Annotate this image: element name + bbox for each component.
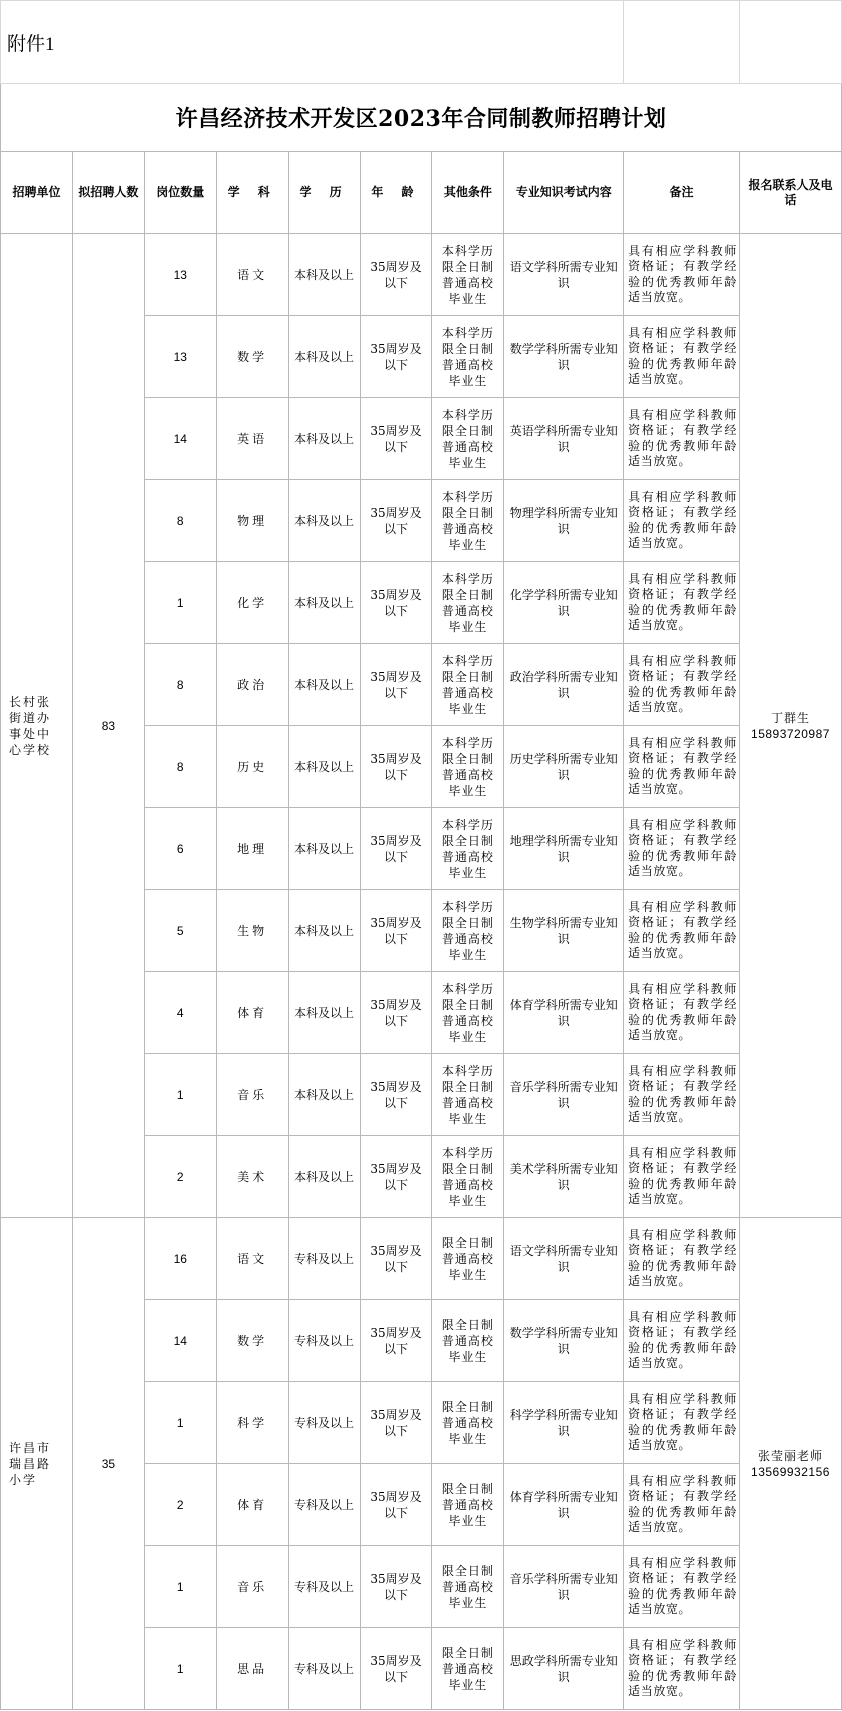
remarks-cell: 具有相应学科教师资格证；有教学经验的优秀教师年龄适当放宽。 [624, 644, 740, 726]
other-conditions-cell: 本科学历限全日制普通高校毕业生 [432, 398, 504, 480]
contact-name: 张莹丽老师 [757, 1448, 823, 1463]
age-cell: 35周岁及以下 [360, 808, 432, 890]
subject-cell: 语文 [216, 234, 288, 316]
subject-cell: 语文 [216, 1218, 288, 1300]
header-row [1, 152, 842, 234]
exam-content-cell: 英语学科所需专业知识 [504, 398, 624, 480]
position-count: 8 [144, 644, 216, 726]
page-title: 许昌经济技术开发区2023年合同制教师招聘计划 [1, 84, 842, 152]
age-cell: 35周岁及以下 [360, 480, 432, 562]
exam-content-cell: 语文学科所需专业知识 [504, 234, 624, 316]
age-cell: 35周岁及以下 [360, 890, 432, 972]
planned-count: 83 [72, 234, 144, 1218]
table-body [1, 1, 842, 1710]
attachment-row [1, 1, 842, 84]
position-count: 1 [144, 1546, 216, 1628]
exam-content-cell: 政治学科所需专业知识 [504, 644, 624, 726]
exam-content-cell: 地理学科所需专业知识 [504, 808, 624, 890]
subject-cell: 英语 [216, 398, 288, 480]
age-cell: 35周岁及以下 [360, 1136, 432, 1218]
age-cell: 35周岁及以下 [360, 972, 432, 1054]
age-cell: 35周岁及以下 [360, 1218, 432, 1300]
blank-cell [624, 1, 740, 84]
subject-cell: 美术 [216, 1136, 288, 1218]
remarks-cell: 具有相应学科教师资格证；有教学经验的优秀教师年龄适当放宽。 [624, 316, 740, 398]
age-cell: 35周岁及以下 [360, 234, 432, 316]
position-count: 14 [144, 398, 216, 480]
age-cell: 35周岁及以下 [360, 316, 432, 398]
position-count: 1 [144, 562, 216, 644]
table-row [1, 234, 842, 316]
other-conditions-cell: 限全日制普通高校毕业生 [432, 1382, 504, 1464]
education-cell: 专科及以上 [288, 1218, 360, 1300]
remarks-cell: 具有相应学科教师资格证；有教学经验的优秀教师年龄适当放宽。 [624, 1136, 740, 1218]
other-conditions-cell: 限全日制普通高校毕业生 [432, 1546, 504, 1628]
education-cell: 本科及以上 [288, 890, 360, 972]
subject-cell: 思品 [216, 1628, 288, 1710]
remarks-cell: 具有相应学科教师资格证；有教学经验的优秀教师年龄适当放宽。 [624, 1546, 740, 1628]
education-cell: 专科及以上 [288, 1382, 360, 1464]
exam-content-cell: 数学学科所需专业知识 [504, 316, 624, 398]
position-count: 2 [144, 1136, 216, 1218]
education-cell: 本科及以上 [288, 562, 360, 644]
header-unit: 招聘单位 [1, 152, 73, 234]
position-count: 16 [144, 1218, 216, 1300]
contact-cell [739, 1218, 841, 1710]
subject-cell: 生物 [216, 890, 288, 972]
exam-content-cell: 语文学科所需专业知识 [504, 1218, 624, 1300]
other-conditions-cell: 本科学历限全日制普通高校毕业生 [432, 316, 504, 398]
age-cell: 35周岁及以下 [360, 1464, 432, 1546]
age-cell: 35周岁及以下 [360, 1628, 432, 1710]
subject-cell: 数学 [216, 1300, 288, 1382]
other-conditions-cell: 本科学历限全日制普通高校毕业生 [432, 1136, 504, 1218]
position-count: 1 [144, 1054, 216, 1136]
education-cell: 本科及以上 [288, 1136, 360, 1218]
subject-cell: 音乐 [216, 1546, 288, 1628]
age-cell: 35周岁及以下 [360, 1054, 432, 1136]
blank-cell [739, 1, 841, 84]
education-cell: 本科及以上 [288, 234, 360, 316]
education-cell: 本科及以上 [288, 398, 360, 480]
other-conditions-cell: 本科学历限全日制普通高校毕业生 [432, 1054, 504, 1136]
header-planned: 拟招聘人数 [72, 152, 144, 234]
remarks-cell: 具有相应学科教师资格证；有教学经验的优秀教师年龄适当放宽。 [624, 808, 740, 890]
exam-content-cell: 体育学科所需专业知识 [504, 972, 624, 1054]
remarks-cell: 具有相应学科教师资格证；有教学经验的优秀教师年龄适当放宽。 [624, 562, 740, 644]
education-cell: 本科及以上 [288, 972, 360, 1054]
subject-cell: 化学 [216, 562, 288, 644]
exam-content-cell: 生物学科所需专业知识 [504, 890, 624, 972]
subject-cell: 科学 [216, 1382, 288, 1464]
subject-cell: 历史 [216, 726, 288, 808]
remarks-cell: 具有相应学科教师资格证；有教学经验的优秀教师年龄适当放宽。 [624, 1464, 740, 1546]
other-conditions-cell: 本科学历限全日制普通高校毕业生 [432, 890, 504, 972]
header-other: 其他条件 [432, 152, 504, 234]
exam-content-cell: 历史学科所需专业知识 [504, 726, 624, 808]
other-conditions-cell: 限全日制普通高校毕业生 [432, 1300, 504, 1382]
header-subject: 学 科 [216, 152, 288, 234]
age-cell: 35周岁及以下 [360, 1382, 432, 1464]
recruiting-unit: 长村张街道办事处中心学校 [1, 234, 73, 1218]
remarks-cell: 具有相应学科教师资格证；有教学经验的优秀教师年龄适当放宽。 [624, 972, 740, 1054]
position-count: 6 [144, 808, 216, 890]
exam-content-cell: 化学学科所需专业知识 [504, 562, 624, 644]
contact-phone: 13569932156 [751, 1464, 830, 1479]
header-education: 学 历 [288, 152, 360, 234]
recruiting-unit: 许昌市瑞昌路小学 [1, 1218, 73, 1710]
education-cell: 专科及以上 [288, 1300, 360, 1382]
position-count: 8 [144, 726, 216, 808]
other-conditions-cell: 本科学历限全日制普通高校毕业生 [432, 808, 504, 890]
remarks-cell: 具有相应学科教师资格证；有教学经验的优秀教师年龄适当放宽。 [624, 890, 740, 972]
other-conditions-cell: 限全日制普通高校毕业生 [432, 1218, 504, 1300]
other-conditions-cell: 本科学历限全日制普通高校毕业生 [432, 644, 504, 726]
education-cell: 本科及以上 [288, 480, 360, 562]
attachment-label: 附件1 [1, 1, 624, 84]
remarks-cell: 具有相应学科教师资格证；有教学经验的优秀教师年龄适当放宽。 [624, 1300, 740, 1382]
education-cell: 本科及以上 [288, 1054, 360, 1136]
table-row [1, 1218, 842, 1300]
remarks-cell: 具有相应学科教师资格证；有教学经验的优秀教师年龄适当放宽。 [624, 1628, 740, 1710]
position-count: 13 [144, 316, 216, 398]
remarks-cell: 具有相应学科教师资格证；有教学经验的优秀教师年龄适当放宽。 [624, 234, 740, 316]
position-count: 8 [144, 480, 216, 562]
age-cell: 35周岁及以下 [360, 562, 432, 644]
remarks-cell: 具有相应学科教师资格证；有教学经验的优秀教师年龄适当放宽。 [624, 398, 740, 480]
position-count: 1 [144, 1382, 216, 1464]
remarks-cell: 具有相应学科教师资格证；有教学经验的优秀教师年龄适当放宽。 [624, 1382, 740, 1464]
contact-phone: 15893720987 [751, 726, 830, 741]
exam-content-cell: 数学学科所需专业知识 [504, 1300, 624, 1382]
remarks-cell: 具有相应学科教师资格证；有教学经验的优秀教师年龄适当放宽。 [624, 480, 740, 562]
education-cell: 本科及以上 [288, 726, 360, 808]
position-count: 5 [144, 890, 216, 972]
age-cell: 35周岁及以下 [360, 644, 432, 726]
age-cell: 35周岁及以下 [360, 726, 432, 808]
header-exam: 专业知识考试内容 [504, 152, 624, 234]
education-cell: 专科及以上 [288, 1546, 360, 1628]
age-cell: 35周岁及以下 [360, 1546, 432, 1628]
other-conditions-cell: 本科学历限全日制普通高校毕业生 [432, 972, 504, 1054]
header-remarks: 备注 [624, 152, 740, 234]
exam-content-cell: 音乐学科所需专业知识 [504, 1546, 624, 1628]
subject-cell: 地理 [216, 808, 288, 890]
subject-cell: 政治 [216, 644, 288, 726]
subject-cell: 音乐 [216, 1054, 288, 1136]
header-contact: 报名联系人及电话 [739, 152, 841, 234]
education-cell: 本科及以上 [288, 644, 360, 726]
position-count: 4 [144, 972, 216, 1054]
education-cell: 本科及以上 [288, 316, 360, 398]
position-count: 1 [144, 1628, 216, 1710]
position-count: 13 [144, 234, 216, 316]
subject-cell: 数学 [216, 316, 288, 398]
other-conditions-cell: 本科学历限全日制普通高校毕业生 [432, 234, 504, 316]
planned-count: 35 [72, 1218, 144, 1710]
exam-content-cell: 美术学科所需专业知识 [504, 1136, 624, 1218]
title-row [1, 84, 842, 152]
contact-name: 丁群生 [770, 710, 810, 725]
exam-content-cell: 思政学科所需专业知识 [504, 1628, 624, 1710]
age-cell: 35周岁及以下 [360, 1300, 432, 1382]
other-conditions-cell: 本科学历限全日制普通高校毕业生 [432, 480, 504, 562]
position-count: 14 [144, 1300, 216, 1382]
subject-cell: 体育 [216, 1464, 288, 1546]
remarks-cell: 具有相应学科教师资格证；有教学经验的优秀教师年龄适当放宽。 [624, 1054, 740, 1136]
position-count: 2 [144, 1464, 216, 1546]
remarks-cell: 具有相应学科教师资格证；有教学经验的优秀教师年龄适当放宽。 [624, 1218, 740, 1300]
other-conditions-cell: 本科学历限全日制普通高校毕业生 [432, 562, 504, 644]
contact-cell [739, 234, 841, 1218]
subject-cell: 体育 [216, 972, 288, 1054]
exam-content-cell: 体育学科所需专业知识 [504, 1464, 624, 1546]
exam-content-cell: 物理学科所需专业知识 [504, 480, 624, 562]
education-cell: 本科及以上 [288, 808, 360, 890]
other-conditions-cell: 限全日制普通高校毕业生 [432, 1464, 504, 1546]
header-age: 年 龄 [360, 152, 432, 234]
exam-content-cell: 音乐学科所需专业知识 [504, 1054, 624, 1136]
age-cell: 35周岁及以下 [360, 398, 432, 480]
remarks-cell: 具有相应学科教师资格证；有教学经验的优秀教师年龄适当放宽。 [624, 726, 740, 808]
other-conditions-cell: 限全日制普通高校毕业生 [432, 1628, 504, 1710]
education-cell: 专科及以上 [288, 1464, 360, 1546]
subject-cell: 物理 [216, 480, 288, 562]
header-positions: 岗位数量 [144, 152, 216, 234]
exam-content-cell: 科学学科所需专业知识 [504, 1382, 624, 1464]
education-cell: 专科及以上 [288, 1628, 360, 1710]
other-conditions-cell: 本科学历限全日制普通高校毕业生 [432, 726, 504, 808]
